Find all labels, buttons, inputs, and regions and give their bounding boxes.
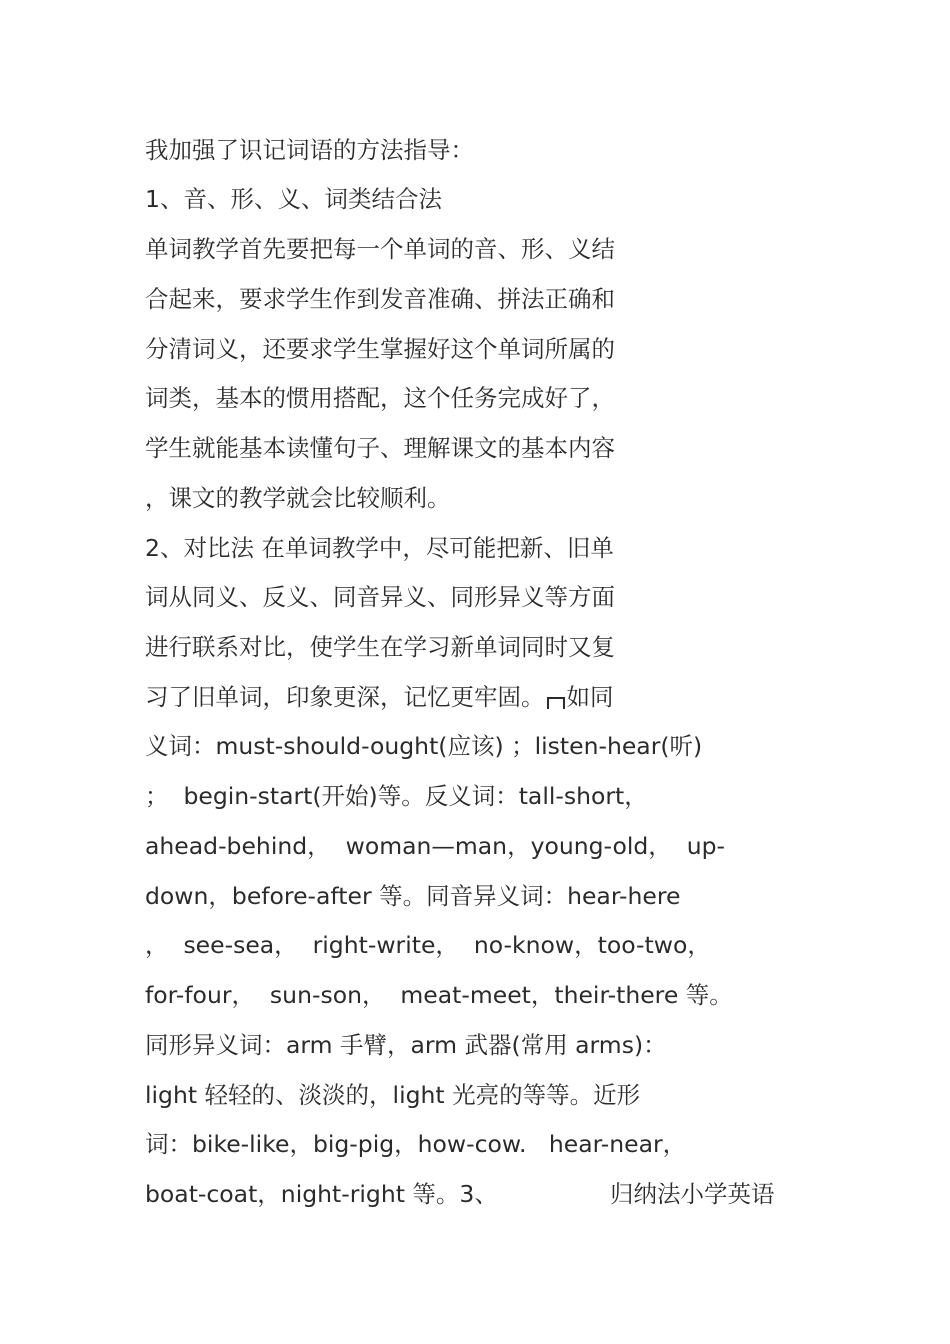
text-line: down，before-after 等。同音异义词：hear-here (145, 882, 681, 910)
text-line: 2、对比法 在单词教学中，尽可能把新、旧单 (145, 534, 614, 562)
text-line: 义词：must-should-ought(应该) ；listen-hear(听) (145, 732, 703, 760)
text-line: ahead-behind， woman—man，young-old， up- (145, 832, 726, 860)
text-segment: 习了旧单词，印象更深，记忆更牢固。 (145, 683, 545, 711)
text-line: 词从同义、反义、同音异义、同形异义等方面 (145, 583, 615, 611)
bracket-mark-icon (547, 697, 565, 709)
text-line: 进行联系对比，使学生在学习新单词同时又复 (145, 633, 615, 661)
text-line: ； begin-start(开始)等。反义词：tall-short， (145, 782, 648, 810)
text-line: boat-coat，night-right 等。3、 (145, 1180, 498, 1208)
text-line: light 轻轻的、淡淡的，light 光亮的等等。近形 (145, 1081, 641, 1109)
text-line: ， see-sea， right-write， no-know，too-two， (145, 931, 711, 959)
text-line: 我加强了识记词语的方法指导： (145, 136, 474, 164)
text-line: 分清词义，还要求学生掌握好这个单词所属的 (145, 335, 615, 363)
text-line (145, 677, 614, 717)
text-line: ，课文的教学就会比较顺利。 (145, 484, 451, 512)
text-line: for-four， sun-son， meat-meet，their-there 等。 (145, 981, 733, 1009)
text-line-tail: 归纳法小学英语 (610, 1180, 775, 1208)
text-line: 1、音、形、义、词类结合法 (145, 185, 442, 213)
text-line: 同形异义词：arm 手臂，arm 武器(常用 arms)： (145, 1031, 667, 1059)
text-line: 词：bike-like，big-pig，how-cow. hear-near， (145, 1130, 687, 1158)
text-line: 学生就能基本读懂句子、理解课文的基本内容 (145, 434, 615, 462)
text-line: 单词教学首先要把每一个单词的音、形、义结 (145, 235, 615, 263)
text-line: 合起来，要求学生作到发音准确、拼法正确和 (145, 285, 615, 313)
text-segment: 如同 (566, 683, 614, 711)
text-line: 词类，基本的惯用搭配，这个任务完成好了， (145, 384, 615, 412)
